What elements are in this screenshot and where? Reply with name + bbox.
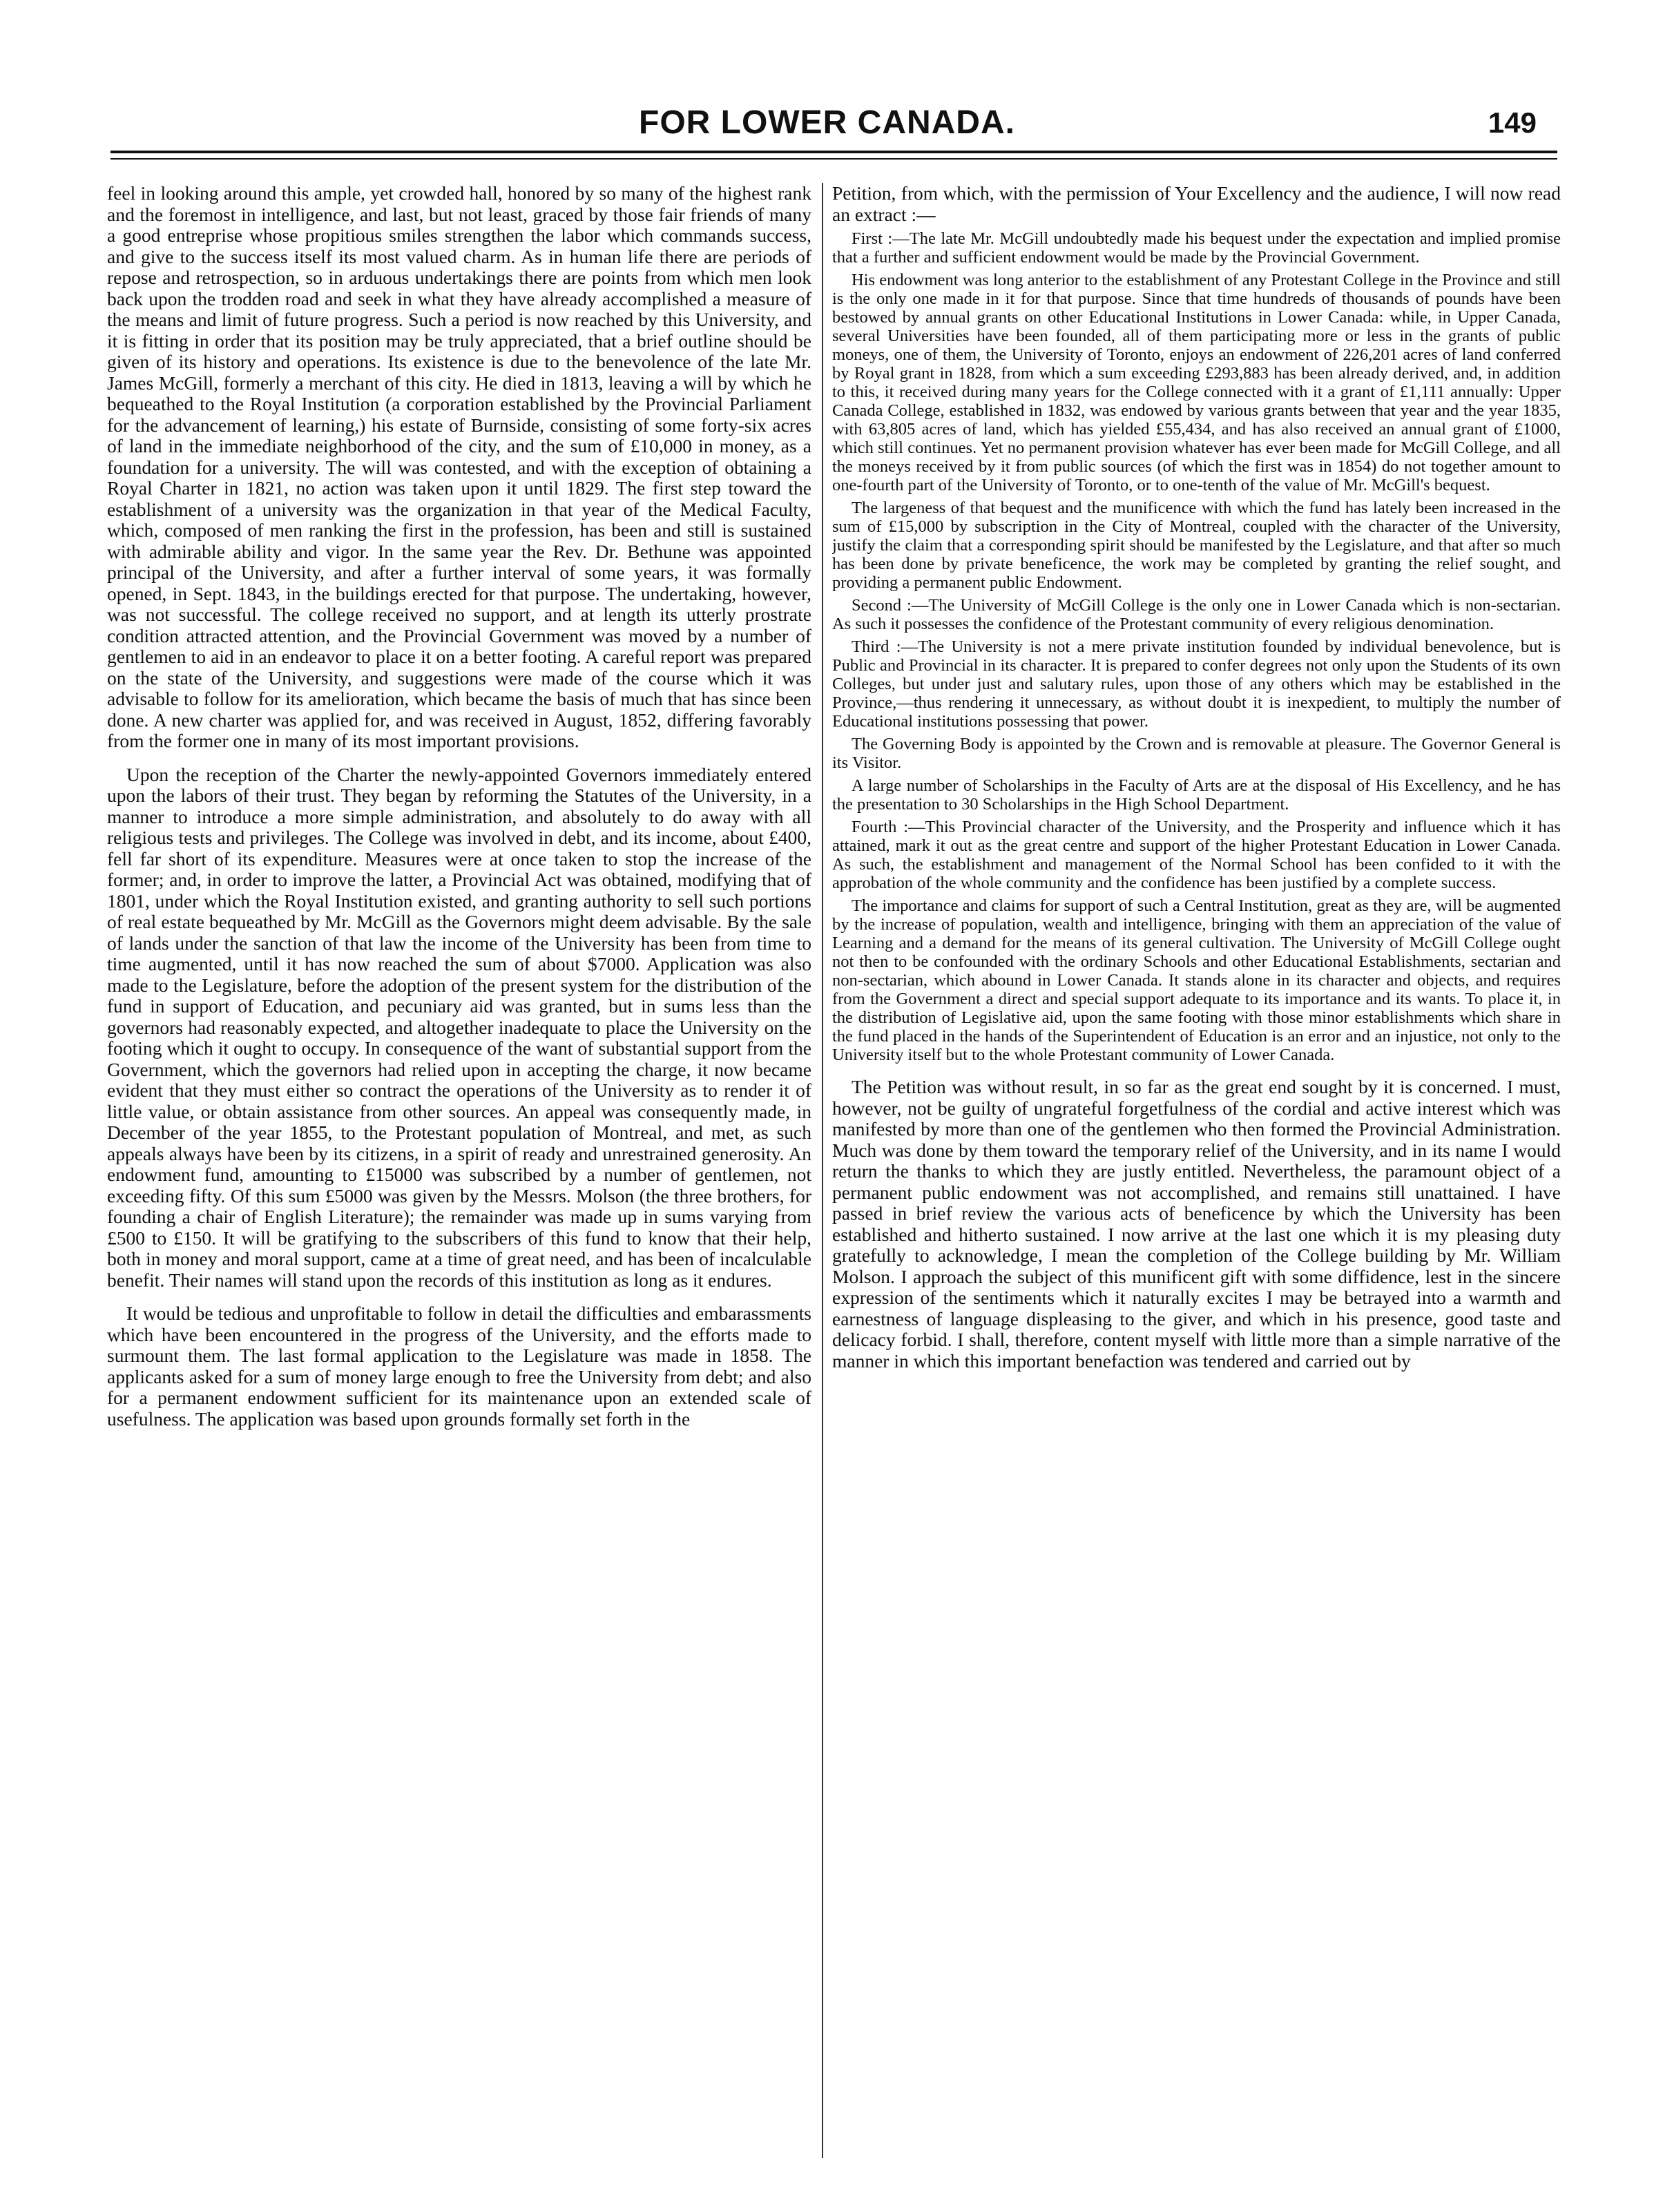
extract-paragraph: Third :—The University is not a mere private institution founded by individual benevolence, but is Public and Provincial in its character. It is prepared to confer degrees not only upon the Students of its own Colleges, but under just and salutary rules, upon those of any others which may be established in the Province,—thus rendering it unnecessary, as without doubt it is inexpedient, to multiply the number of Educational institutions possessing that power.	[832, 637, 1561, 731]
paragraph: Upon the reception of the Charter the newly-appointed Governors immediately entered upon the labors of their trust. They began by reforming the Statutes of the University, in a manner to introduce a more simple administration, and absolutely to do away with all religious tests and privileges. The College was involved in debt, and its income, about £400, fell far short of its expenditure. Measures were at once taken to stop the increase of the former; and, in order to improve the latter, a Provincial Act was obtained, modifying that of 1801, under which the Royal Institution existed, and granting authority to sell such portions of real estate bequeathed by Mr. McGill as the Governors might deem advisable. By the sale of lands under the sanction of that law the income of the University has been from time to time augmented, until it has now reached the sum of about $7000. Application was also made to the Legislature, before the adoption of the present system for the distribution of the fund in support of Education, and pecuniary aid was granted, but in sums less than the governors had reasonably expected, and altogether inadequate to place the University on the footing which it ought to occupy. In consequence of the want of substantial support from the Government, which the governors had relied upon in accepting the charge, it now became evident that they must either so contract the operations of the University as to render it of little value, or obtain assistance from other sources. An appeal was consequently made, in December of the year 1855, to the Protestant population of Montreal, and met, as such appeals always have been by its citizens, in a spirit of ready and unrestrained generosity. An endowment fund, amounting to £15000 was subscribed by a number of gentlemen, not exceeding fifty. Of this sum £5000 was given by the Messrs. Molson (the three brothers, for founding a chair of English Literature); the remainder was made up in sums varying from £500 to £150. It will be gratifying to the subscribers of this fund to know that their help, both in money and moral support, came at a time of great need, and has been of incalculable benefit. Their names will stand upon the records of this institution as long as it endures.	[107, 763, 811, 1291]
extract-paragraph: His endowment was long anterior to the establishment of any Protestant College in the Province and still is the only one made in it for that purpose. Since that time hundreds of thousands of pounds have been bestowed by annual grants on other Educational Institutions in Lower Canada: while, in Upper Canada, several Universities have been founded, all of them participating more or less in the grants of public moneys, one of them, the University of Toronto, enjoys an endowment of 226,201 acres of land conferred by Royal grant in 1828, from which a sum exceeding £293,883 has been already derived, and, in addition to this, it received during many years for the College connected with it a grant of £1,111 annually: Upper Canada College, established in 1832, was endowed by various grants between that year and the year 1835, with 63,805 acres of land, which has yielded £55,434, and has also received an annual grant of £1000, which still continues. Yet no permanent provision whatever has ever been made for McGill College, and all the moneys received by it from public sources (of which the first was in 1854) do not together amount to one-fourth part of the University of Toronto, or to one-tenth of the value of Mr. McGill's bequest.	[832, 271, 1561, 494]
left-column	[107, 183, 811, 2158]
extract-paragraph: A large number of Scholarships in the Faculty of Arts are at the disposal of His Excellency, and he has the presentation to 30 Scholarships in the High School Department.	[832, 776, 1561, 814]
paragraph: Petition, from which, with the permission of Your Excellency and the audience, I will now read an extract :—	[832, 183, 1561, 225]
paragraph: It would be tedious and unprofitable to follow in detail the difficulties and embarassments which have been encountered in the progress of the University, and the efforts made to surmount them. The last formal application to the Legislature was made in 1858. The applicants asked for a sum of money large enough to free the University from debt; and also for a permanent endowment sufficient for its maintenance upon an extended scale of usefulness. The application was based upon grounds formally set forth in the	[107, 1302, 811, 1430]
extract-paragraph: First :—The late Mr. McGill undoubtedly made his bequest under the expectation and implied promise that a further and sufficient endowment would be made by the Provincial Government.	[832, 229, 1561, 267]
paragraph: feel in looking around this ample, yet crowded hall, honored by so many of the highest rank and the foremost in intelligence, and last, but not least, graced by those fair friends of many a good entreprise whose propitious smiles strengthen the labor which commands success, and give to the success itself its most valued charm. As in human life there are periods of repose and retrospection, so in arduous undertakings there are points from which men look back upon the trodden road and seek in what they have already accomplished a measure of the means and limit of future progress. Such a period is now reached by this University, and it is fitting in order that its position may be truly appreciated, that a brief outline should be given of its history and operations. Its existence is due to the benevolence of the late Mr. James McGill, formerly a merchant of this city. He died in 1813, leaving a will by which he bequeathed to the Royal Institution (a corporation established by the Provincial Parliament for the advancement of learning,) his estate of Burnside, consisting of some forty-six acres of land in the immediate neighborhood of the city, and the sum of £10,000 in money, as a foundation for a university. The will was contested, and with the exception of obtaining a Royal Charter in 1821, no action was taken upon it until 1829. The first step toward the establishment of a university was the organization in that year of the Medical Faculty, which, composed of men ranking the first in the profession, has been and still is sustained with admirable ability and vigor. In the same year the Rev. Dr. Bethune was appointed principal of the University, and after a further interval of some years, it was formally opened, in Sept. 1843, in the buildings erected for that purpose. The undertaking, however, was not successful. The college received no support, and at length its utterly prostrate condition attracted attention, and the Provincial Government was moved by a number of gentlemen to aid in an endeavor to place it on a better footing. A careful report was prepared on the state of the University, and suggestions were made of the course which it was advisable to follow for its amelioration, which became the basis of much that has since been done. A new charter was applied for, and was received in August, 1852, differing favorably from the former one in many of its most important provisions.	[107, 183, 811, 751]
running-head	[110, 104, 1544, 152]
extract-paragraph: Fourth :—This Provincial character of the University, and the Prosperity and influence which it has attained, mark it out as the great centre and support of the higher Protestant Education in Lower Canada. As such, the establishment and management of the Normal School has been confided to it with the approbation of the whole community and the confidence has been justified by a complete success.	[832, 818, 1561, 892]
page-number: 149	[1488, 106, 1537, 139]
header-rule-thick	[110, 151, 1557, 153]
header-rule-thin	[110, 158, 1557, 160]
right-column	[832, 183, 1561, 2158]
extract-paragraph: The largeness of that bequest and the munificence with which the fund has lately been increased in the sum of £15,000 by subscription in the City of Montreal, coupled with the character of the University, justify the claim that a corresponding spirit should be manifested by the Legislature, and that after so much has been done by private beneficence, the work may be completed by granting the relief sought, and providing a permanent public Endowment.	[832, 499, 1561, 592]
page-title: FOR LOWER CANADA.	[639, 104, 1015, 141]
petition-extract	[832, 229, 1561, 1064]
column-divider	[822, 183, 823, 2158]
extract-paragraph: The importance and claims for support of such a Central Institution, great as they are, will be augmented by the increase of population, wealth and intelligence, bringing with them an appreciation of the value of Learning and a demand for the means of its general cultivation. The University of McGill College ought not then to be confounded with the ordinary Schools and other Educational Establishments, sectarian and non-sectarian, which abound in Lower Canada. It stands alone in its character and objects, and requires from the Government a direct and special support adequate to its importance and its wants. To place it, in the distribution of Legislative aid, upon the same footing with those minor establishments which share in the fund placed in the hands of the Superintendent of Education is an error and an injustice, not only to the University itself but to the whole Protestant community of Lower Canada.	[832, 896, 1561, 1064]
paragraph: The Petition was without result, in so far as the great end sought by it is concerned. I must, however, not be guilty of ungrateful forgetfulness of the cordial and active interest which was manifested by more than one of the gentlemen who then formed the Provincial Administration. Much was done by them toward the temporary relief of the University, and in its name I would return the thanks to which they are justly entitled. Nevertheless, the paramount object of a permanent public endowment was not accomplished, and remains still unattained. I have passed in brief review the various acts of beneficence by which the University has been established and hitherto sustained. I now arrive at the last one which it is my pleasing duty gratefully to acknowledge, I mean the completion of the College building by Mr. William Molson. I approach the subject of this munificent gift with some diffidence, lest in the sincere expression of the sentiments which it naturally excites I may be betrayed into a warmth and earnestness of language displeasing to the giver, and which in his presence, good taste and delicacy forbid. I shall, therefore, content myself with little more than a simple narrative of the manner in which this important benefaction was tendered and carried out by	[832, 1076, 1561, 1372]
extract-paragraph: Second :—The University of McGill College is the only one in Lower Canada which is non-sectarian. As such it possesses the confidence of the Protestant community of every religious denomination.	[832, 596, 1561, 633]
extract-paragraph: The Governing Body is appointed by the Crown and is removable at pleasure. The Governor General is its Visitor.	[832, 735, 1561, 772]
